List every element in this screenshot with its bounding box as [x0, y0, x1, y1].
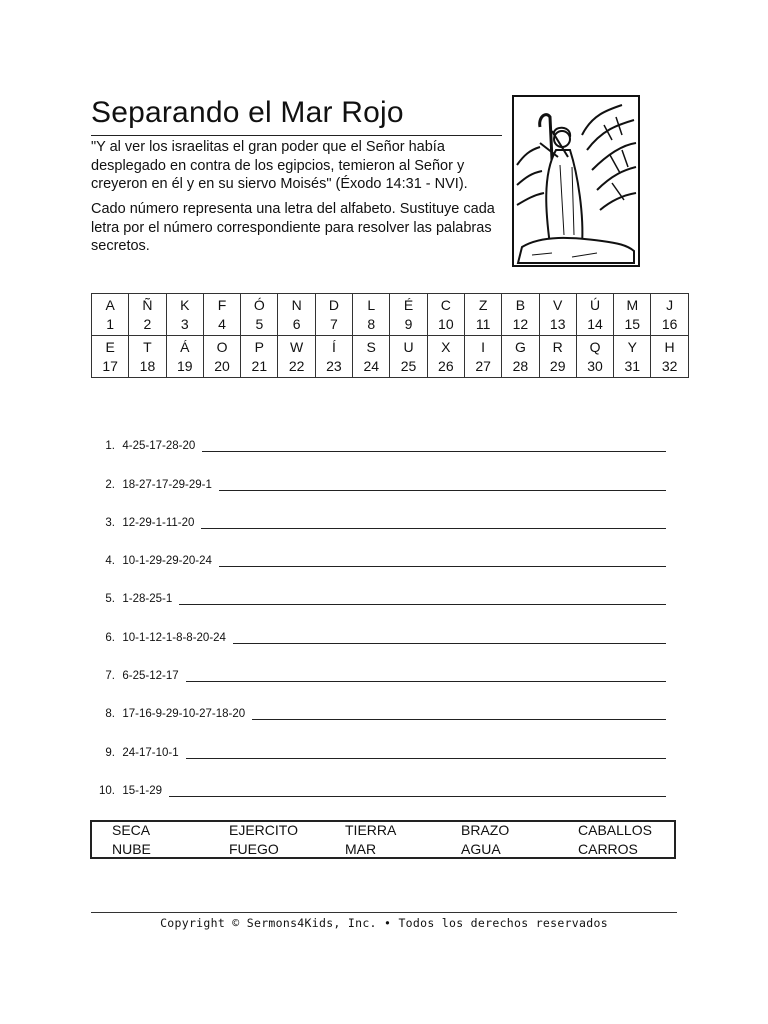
cipher-number: 27 — [475, 357, 491, 374]
answer-line[interactable] — [201, 514, 666, 529]
cipher-letter: P — [254, 338, 264, 355]
word-bank — [90, 820, 676, 859]
cipher-cell — [241, 294, 278, 336]
cipher-cell — [278, 336, 315, 378]
puzzle-item — [92, 567, 666, 605]
cipher-cell — [539, 336, 576, 378]
cipher-number: 31 — [624, 357, 641, 374]
puzzle-number: 10. — [99, 784, 115, 797]
puzzle-number: 2. — [105, 478, 115, 491]
word-bank-word: TIERRA — [345, 822, 397, 838]
cipher-cell — [241, 336, 278, 378]
title-divider — [91, 135, 502, 136]
cipher-cell — [614, 336, 651, 378]
puzzle-code: 1-28-25-1 — [122, 593, 173, 606]
cipher-letter: U — [403, 338, 414, 355]
answer-line[interactable] — [219, 552, 666, 567]
footer-divider — [91, 912, 677, 913]
cipher-letter: H — [664, 338, 675, 355]
cipher-cell — [203, 294, 240, 336]
cipher-letter: Z — [478, 296, 488, 313]
instructions: Cado número representa una letra del alfabeto. Sustituye cada letra por el número correspondiente para resolver las palabras secretos. — [91, 201, 495, 254]
cipher-cell — [203, 336, 240, 378]
cipher-number: 26 — [438, 357, 454, 374]
cipher-cell — [651, 294, 688, 336]
cipher-number: 28 — [512, 357, 529, 374]
cipher-table — [91, 293, 689, 378]
cipher-cell — [92, 336, 129, 378]
cipher-number: 19 — [176, 357, 193, 374]
cipher-cell — [353, 336, 390, 378]
cipher-letter: Á — [180, 338, 190, 355]
word-bank-word: BRAZO — [461, 822, 510, 838]
cipher-letter: Y — [627, 338, 637, 355]
cipher-number: 7 — [330, 315, 338, 332]
puzzle-code: 10-1-29-29-20-24 — [122, 555, 212, 568]
answer-line[interactable] — [202, 437, 666, 452]
puzzle-number: 4. — [105, 555, 115, 568]
puzzle-number: 8. — [105, 708, 115, 721]
word-bank-word: NUBE — [112, 841, 151, 857]
cipher-cell — [502, 294, 539, 336]
puzzle-item — [92, 720, 666, 758]
cipher-number: 6 — [292, 315, 301, 332]
cipher-number: 20 — [214, 357, 230, 374]
cipher-letter: O — [216, 338, 228, 355]
cipher-letter: É — [403, 296, 414, 313]
puzzle-number: 6. — [105, 631, 115, 644]
cipher-number: 22 — [288, 357, 305, 374]
cipher-cell — [576, 294, 613, 336]
puzzle-code: 17-16-9-29-10-27-18-20 — [122, 708, 246, 721]
cipher-cell — [539, 294, 576, 336]
puzzle-item — [92, 414, 666, 452]
cipher-number: 24 — [363, 357, 380, 374]
puzzle-code: 6-25-12-17 — [122, 670, 179, 683]
cipher-number: 21 — [251, 357, 268, 374]
cipher-cell — [315, 336, 352, 378]
cipher-number: 2 — [143, 315, 152, 332]
bible-verse: "Y al ver los israelitas el gran poder que el Señor había desplegado en contra de los egipcios, temieron al Señor y creyeron en él y en su siervo Moisés" (Éxodo 14:31 - NVI). — [91, 139, 468, 192]
cipher-letter: L — [367, 296, 376, 313]
word-bank-word: FUEGO — [229, 841, 279, 857]
cipher-cell — [464, 336, 501, 378]
answer-line[interactable] — [186, 667, 666, 682]
puzzle-number: 5. — [105, 593, 115, 606]
puzzle-item — [92, 605, 666, 643]
word-bank-word: EJERCITO — [229, 822, 298, 838]
cipher-cell — [129, 294, 166, 336]
cipher-number: 30 — [587, 357, 603, 374]
cipher-letter: E — [105, 338, 115, 355]
cipher-letter: F — [217, 296, 227, 313]
cipher-cell — [278, 294, 315, 336]
cipher-letter: Ú — [589, 296, 601, 313]
cipher-cell — [427, 294, 464, 336]
cipher-letter: A — [105, 296, 115, 313]
cipher-number: 23 — [326, 357, 342, 374]
moses-parting-sea-illustration — [512, 95, 640, 267]
cipher-number: 10 — [438, 315, 454, 332]
cipher-cell — [315, 294, 352, 336]
cipher-number: 13 — [549, 315, 566, 332]
cipher-number: 5 — [255, 315, 264, 332]
cipher-letter: I — [481, 338, 486, 355]
cipher-number: 29 — [549, 357, 566, 374]
cipher-letter: K — [180, 296, 190, 313]
cipher-cell — [464, 294, 501, 336]
cipher-cell — [92, 294, 129, 336]
cipher-number: 15 — [624, 315, 641, 332]
puzzle-number: 3. — [105, 516, 115, 529]
cipher-cell — [353, 294, 390, 336]
cipher-letter: J — [666, 296, 674, 313]
puzzle-code: 24-17-10-1 — [122, 746, 179, 759]
cipher-number: 8 — [367, 315, 376, 332]
cipher-number: 16 — [661, 315, 678, 332]
cipher-cell — [390, 336, 427, 378]
cipher-letter: V — [553, 296, 563, 313]
page-title: Separando el Mar Rojo — [91, 96, 404, 129]
puzzle-code: 10-1-12-1-8-8-20-24 — [122, 631, 226, 644]
cipher-number: 14 — [587, 315, 603, 332]
cipher-letter: W — [290, 338, 304, 355]
cipher-letter: S — [366, 338, 376, 355]
cipher-letter: Ñ — [142, 296, 153, 313]
cipher-cell — [614, 294, 651, 336]
puzzle-list — [92, 414, 666, 797]
cipher-letter: N — [291, 296, 302, 313]
answer-line[interactable] — [169, 782, 666, 797]
puzzle-item — [92, 682, 666, 720]
answer-line[interactable] — [252, 705, 666, 720]
cipher-number: 3 — [180, 315, 189, 332]
puzzle-number: 1. — [105, 440, 115, 453]
answer-line[interactable] — [233, 629, 666, 644]
cipher-cell — [129, 336, 166, 378]
puzzle-code: 15-1-29 — [122, 784, 163, 797]
cipher-cell — [576, 336, 613, 378]
word-bank-word: AGUA — [461, 841, 501, 857]
cipher-number: 18 — [139, 357, 156, 374]
cipher-letter: D — [328, 296, 339, 313]
answer-line[interactable] — [179, 590, 666, 605]
word-bank-word: SECA — [112, 822, 151, 838]
puzzle-item — [92, 452, 666, 490]
cipher-letter: B — [515, 296, 526, 313]
cipher-letter: T — [143, 338, 152, 355]
puzzle-number: 7. — [105, 670, 115, 683]
cipher-cell — [390, 294, 427, 336]
cipher-cell — [427, 336, 464, 378]
cipher-letter: M — [626, 296, 639, 313]
puzzle-code: 4-25-17-28-20 — [122, 440, 196, 453]
answer-line[interactable] — [186, 744, 666, 759]
cipher-letter: X — [441, 338, 451, 355]
word-bank-word: CABALLOS — [578, 822, 652, 838]
cipher-cell — [166, 294, 203, 336]
cipher-letter: Ó — [253, 296, 265, 313]
cipher-letter: C — [440, 296, 451, 313]
cipher-number: 12 — [512, 315, 529, 332]
cipher-letter: G — [514, 338, 526, 355]
cipher-row-1 — [92, 294, 689, 336]
word-bank-word: MAR — [345, 841, 377, 857]
cipher-number: 11 — [475, 315, 491, 332]
cipher-cell — [651, 336, 688, 378]
cipher-number: 4 — [218, 315, 226, 332]
puzzle-number: 9. — [105, 746, 115, 759]
puzzle-item — [92, 759, 666, 797]
puzzle-item — [92, 529, 666, 567]
cipher-number: 9 — [404, 315, 413, 332]
puzzle-code: 12-29-1-11-20 — [122, 516, 195, 529]
cipher-number: 1 — [106, 315, 115, 332]
cipher-number: 17 — [102, 357, 118, 374]
cipher-number: 32 — [661, 357, 678, 374]
puzzle-code: 18-27-17-29-29-1 — [122, 478, 212, 491]
puzzle-item — [92, 644, 666, 682]
copyright-footer: Copyright © Sermons4Kids, Inc. • Todos los derechos reservados — [160, 916, 608, 930]
word-bank-word: CARROS — [578, 841, 638, 857]
cipher-letter: Í — [331, 338, 336, 355]
answer-line[interactable] — [219, 476, 666, 491]
cipher-number: 25 — [400, 357, 417, 374]
cipher-letter: Q — [589, 338, 601, 355]
puzzle-item — [92, 491, 666, 529]
cipher-row-2 — [92, 336, 689, 378]
cipher-cell — [166, 336, 203, 378]
cipher-cell — [502, 336, 539, 378]
cipher-letter: R — [552, 338, 563, 355]
